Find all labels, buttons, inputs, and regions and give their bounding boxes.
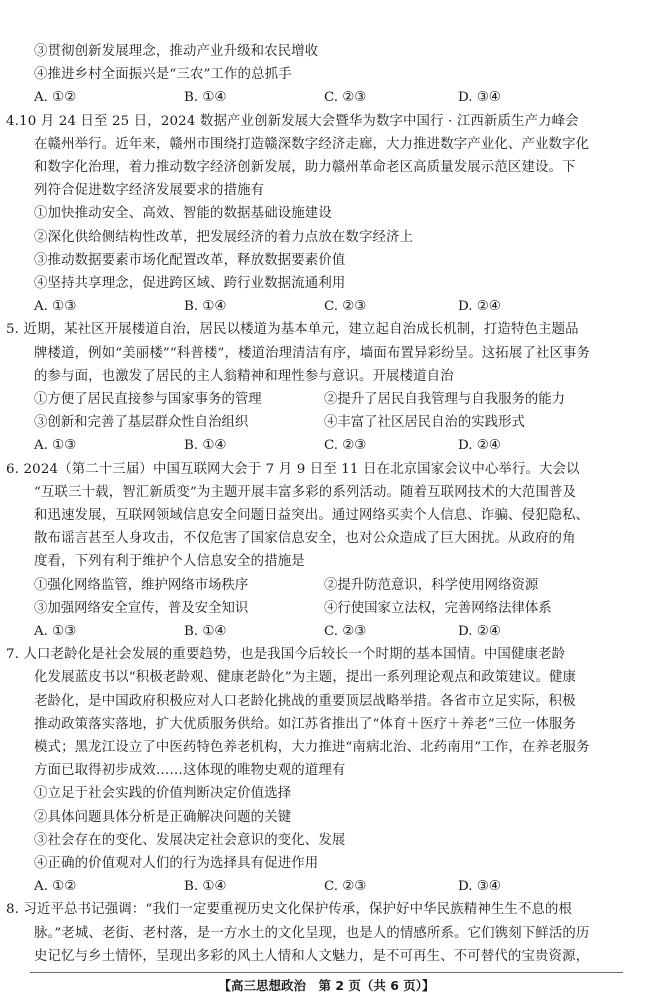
q8-stem-line-2: 脉。”老城、老街、老村落，是一方水土的文化呈现，也是人的情感所系。它们镌刻下鲜活的历 (34, 925, 590, 941)
q7-item-1: ①立足于社会实践的价值判断决定价值选择 (34, 786, 292, 802)
q5-item-2: ②提升了居民自我管理与自我服务的能力 (324, 392, 566, 407)
q8-stem-line-3: 史记忆与乡土情怀，呈现出多彩的风土人情和人文魅力，是不可再生、不可替代的宝贵资源， (34, 948, 590, 964)
q3-option-b: B. ①④ (184, 90, 227, 106)
q4-stem-line-1: 4.10 月 24 日至 25 日，2024 数据产业创新发展大会暨华为数字中国行 · 江西新质生产力峰会 (6, 113, 579, 129)
q7-option-c: C. ②③ (324, 879, 367, 895)
q4-item-1: ①加快推动安全、高效、智能的数据基础设施建设 (34, 206, 332, 222)
q7-stem-line-3: 老龄化，是中国政府积极应对人口老龄化挑战的重要顶层战略举措。各省市立足实际，积极 (34, 693, 576, 709)
q6-item-1: ①强化网络监管，维护网络市场秩序 (34, 577, 249, 593)
q5-stem-line-3: 的参与面，也激发了居民的主人翁精神和理性参与意识。开展楼道自治 (34, 368, 454, 384)
q6-item-3: ③加强网络安全宣传，普及安全知识 (34, 600, 249, 616)
q6-stem-line-5: 度看，下列有利于维护个人信息安全的措施是 (34, 554, 305, 570)
q4-stem-line-4: 列符合促进数字经济发展要求的措施有 (34, 183, 265, 199)
q3-item-3: ③贯彻创新发展理念，推动产业升级和农民增收 (34, 44, 319, 59)
q7-option-b: B. ①④ (184, 879, 227, 895)
q3-option-c: C. ②③ (324, 90, 367, 106)
q7-option-a: A. ①② (34, 879, 77, 895)
q5-option-b: B. ①④ (184, 438, 227, 454)
q5-option-d: D. ②④ (458, 438, 501, 454)
q7-stem-line-2: 化发展蓝皮书以“积极老龄观、健康老龄化”为主题，提出一系列理论观点和政策建议。健康 (34, 670, 577, 686)
q7-stem-line-4: 推动政策落实落地，扩大优质服务供给。如江苏省推出了“体育＋医疗＋养老”三位一体服务 (34, 716, 577, 732)
q6-option-d: D. ②④ (458, 624, 501, 639)
q6-item-4: ④行使国家立法权，完善网络法律体系 (324, 600, 552, 616)
q7-item-3: ③社会存在的变化、发展决定社会意识的变化、发展 (34, 832, 346, 848)
q5-stem-line-1: 5. 近期，某社区开展楼道自治，居民以楼道为基本单元，建立起自治成长机制，打造特色主题品 (6, 322, 579, 338)
q7-stem-line-1: 7. 人口老龄化是社会发展的重要趋势，也是我国今后较长一个时期的基本国情。中国健康老龄 (6, 647, 566, 663)
q6-option-a: A. ①③ (34, 624, 77, 639)
footer-rule (30, 972, 623, 973)
q4-option-d: D. ②④ (458, 299, 501, 315)
page-footer: 【高三思想政治 第 2 页（共 6 页）】 (218, 978, 435, 993)
q6-item-2: ②提升防范意识，科学使用网络资源 (324, 577, 539, 593)
q7-item-4: ④正确的价值观对人们的行为选择具有促进作用 (34, 856, 319, 871)
q3-option-d: D. ③④ (458, 90, 501, 106)
q5-item-3: ③创新和完善了基层群众性自治组织 (34, 415, 249, 431)
q5-stem-line-2: 牌楼道，例如“美丽楼”“科普楼”，楼道治理清洁有序，墙面布置异彩纷呈。这拓展了社区事务 (34, 345, 591, 361)
q5-item-4: ④丰富了社区居民自治的实践形式 (324, 415, 525, 431)
q6-stem-line-4: 散布谣言甚至人身攻击，不仅危害了国家信息安全，也对公众造成了巨大困扰。从政府的角 (34, 531, 576, 547)
q4-item-2: ②深化供给侧结构性改革，把发展经济的着力点放在数字经济上 (34, 229, 414, 245)
q7-stem-line-5: 模式；黑龙江设立了中医药特色养老机构，大力推进“南病北治、北药南用”工作，在养老服务 (34, 740, 590, 755)
q4-option-a: A. ①③ (34, 299, 77, 315)
q4-option-c: C. ②③ (324, 299, 367, 315)
q7-option-d: D. ③④ (458, 879, 501, 895)
q5-option-a: A. ①③ (34, 438, 77, 454)
q3-option-a: A. ①② (34, 90, 77, 106)
q5-item-1: ①方便了居民直接参与国家事务的管理 (34, 392, 262, 407)
q7-item-2: ②具体问题具体分析是正确解决问题的关键 (34, 809, 292, 825)
q6-stem-line-2: “互联三十载，智汇新质变”为主题开展丰富多彩的系列活动。随着互联网技术的大范围普及 (34, 484, 577, 500)
q6-option-c: C. ②③ (324, 624, 367, 639)
q7-stem-line-6: 方面已取得初步成效……这体现的唯物史观的道理有 (34, 763, 346, 779)
q8-stem-line-1: 8. 习近平总书记强调：“我们一定要重视历史文化保护传承，保护好中华民族精神生生不息的根 (6, 902, 573, 918)
q4-stem-line-3: 和数字化治理，着力推动数字经济创新发展，助力赣州革命老区高质量发展示范区建设。下 (34, 160, 576, 175)
q4-option-b: B. ①④ (184, 299, 227, 315)
q6-option-b: B. ①④ (184, 624, 227, 639)
q6-stem-line-1: 6. 2024（第二十三届）中国互联网大会于 7 月 9 日至 11 日在北京国家会议中心举行。大会以 (6, 461, 580, 477)
q3-item-4: ④推进乡村全面振兴是“三农”工作的总抓手 (34, 67, 292, 83)
q4-item-3: ③推动数据要素市场化配置改革，释放数据要素价值 (34, 252, 346, 268)
q5-option-c: C. ②③ (324, 438, 367, 454)
q4-stem-line-2: 在赣州举行。近年来，赣州市围绕打造赣深数字经济走廊，大力推进数字产业化、产业数字化 (34, 136, 590, 152)
q6-stem-line-3: 和迅速发展，互联网领域信息安全问题日益突出。通过网络买卖个人信息、诈骗、侵犯隐私、 (34, 508, 590, 523)
q4-item-4: ④坚持共享理念，促进跨区域、跨行业数据流通利用 (34, 276, 346, 291)
